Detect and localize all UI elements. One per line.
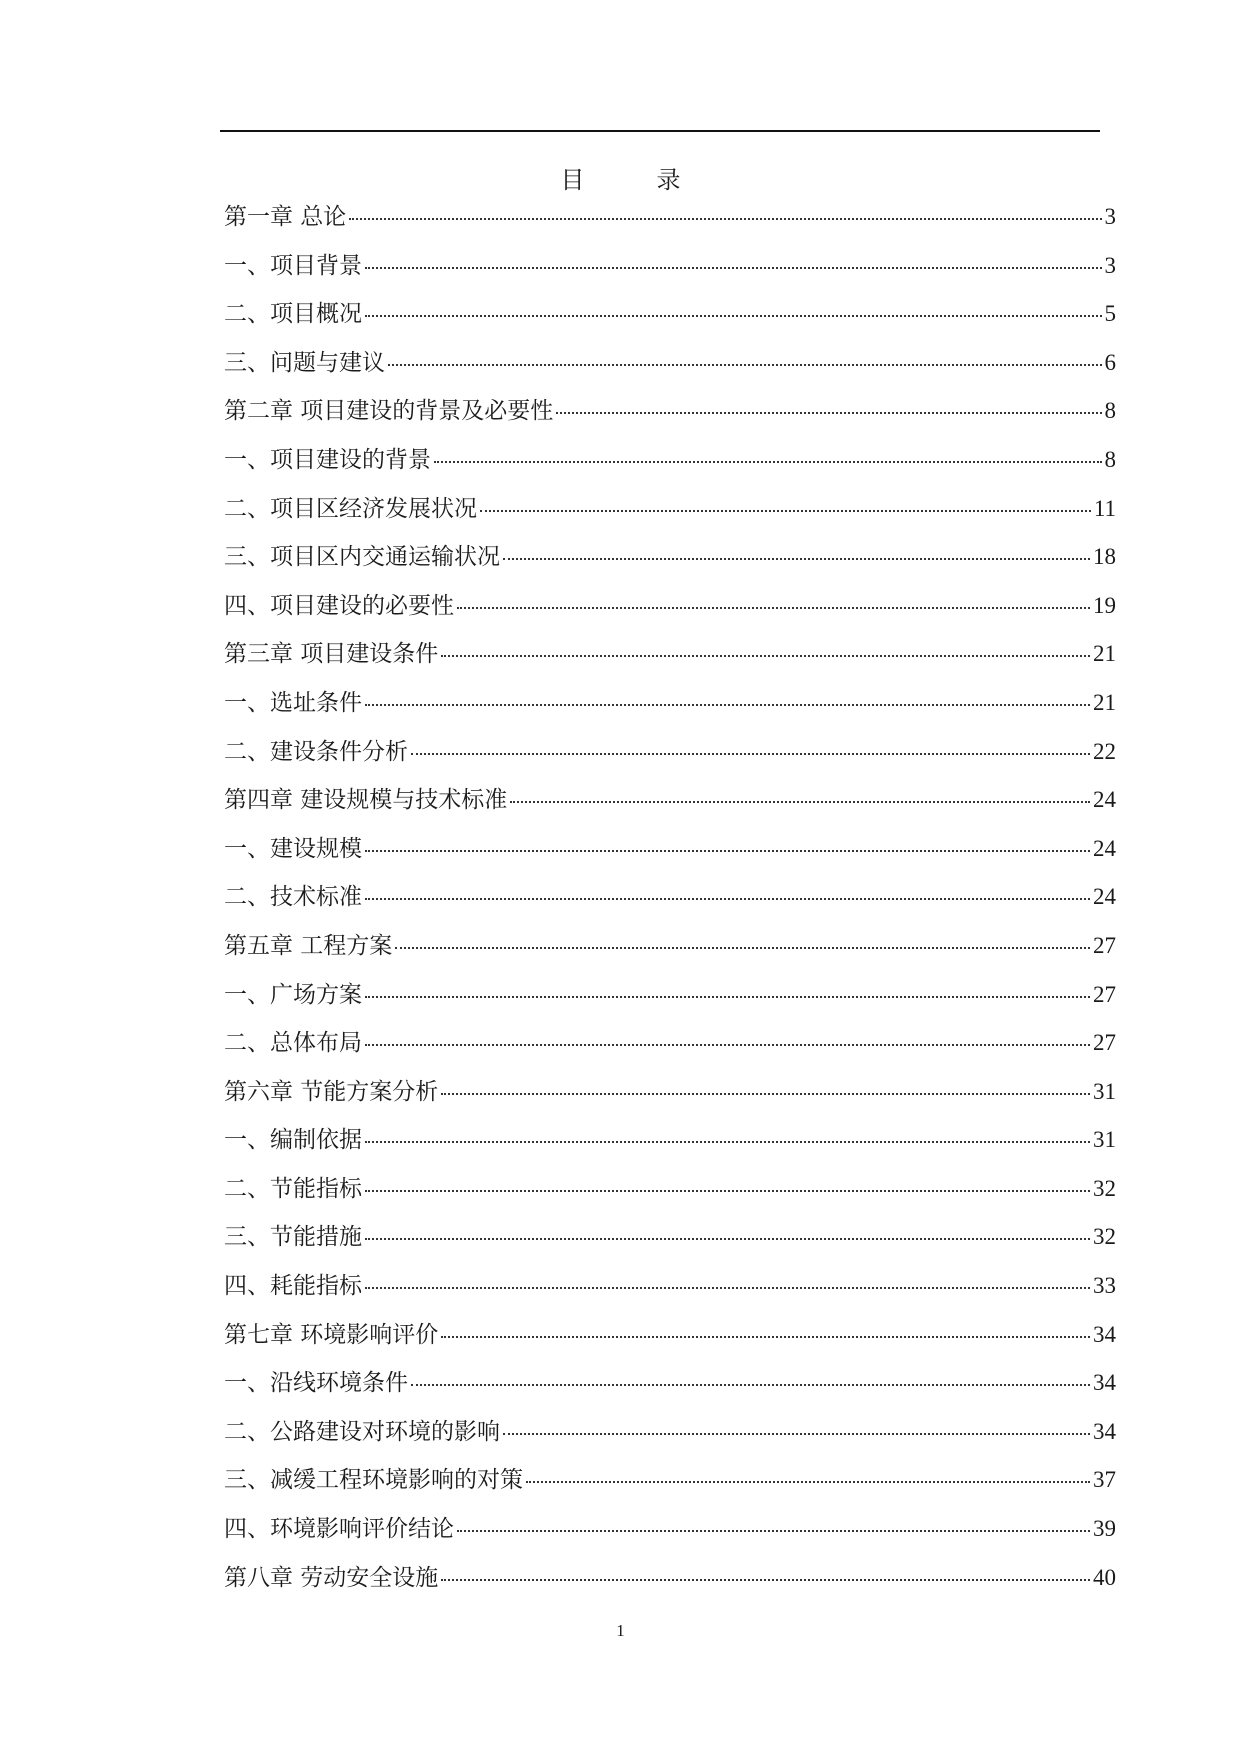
toc-entry-label: 一、建设规模 bbox=[224, 835, 362, 862]
toc-entry-page: 8 bbox=[1104, 446, 1116, 472]
toc-entry[interactable] bbox=[224, 975, 1116, 1024]
dot-leader bbox=[411, 1384, 1090, 1386]
toc-entry-label: 第八章 劳动安全设施 bbox=[224, 1564, 439, 1591]
dot-leader bbox=[441, 1579, 1090, 1581]
toc-entry[interactable] bbox=[224, 1072, 1116, 1121]
dot-leader bbox=[365, 898, 1090, 900]
toc-entry[interactable] bbox=[224, 683, 1116, 732]
toc-entry-page: 27 bbox=[1093, 932, 1116, 958]
toc-entry-label: 第二章 项目建设的背景及必要性 bbox=[224, 398, 554, 425]
toc-entry-page: 18 bbox=[1093, 544, 1116, 570]
toc-entry-label: 二、节能指标 bbox=[224, 1175, 362, 1202]
toc-entry-label: 一、项目建设的背景 bbox=[224, 446, 431, 473]
toc-entry-label: 一、广场方案 bbox=[224, 981, 362, 1008]
toc-entry-page: 24 bbox=[1093, 835, 1116, 861]
toc-entry[interactable] bbox=[224, 1120, 1116, 1169]
toc-entry-label: 二、建设条件分析 bbox=[224, 738, 408, 765]
toc-entry[interactable] bbox=[224, 1315, 1116, 1364]
toc-entry-page: 37 bbox=[1093, 1467, 1116, 1493]
dot-leader bbox=[503, 1433, 1090, 1435]
dot-leader bbox=[349, 218, 1101, 220]
toc-entry-label: 二、技术标准 bbox=[224, 884, 362, 911]
toc-entry-label: 第七章 环境影响评价 bbox=[224, 1321, 439, 1348]
toc-entry-page: 31 bbox=[1093, 1078, 1116, 1104]
dot-leader bbox=[510, 801, 1090, 803]
dot-leader bbox=[526, 1481, 1090, 1483]
dot-leader bbox=[365, 1044, 1090, 1046]
toc-entry-label: 一、沿线环境条件 bbox=[224, 1370, 408, 1397]
dot-leader bbox=[457, 607, 1090, 609]
toc-entry-label: 一、项目背景 bbox=[224, 252, 362, 279]
toc-entry-label: 第四章 建设规模与技术标准 bbox=[224, 787, 508, 814]
toc-entry-label: 第五章 工程方案 bbox=[224, 932, 393, 959]
toc-entry[interactable] bbox=[224, 1460, 1116, 1509]
toc-entry-label: 二、公路建设对环境的影响 bbox=[224, 1418, 500, 1445]
dot-leader bbox=[411, 753, 1090, 755]
toc-entry-page: 32 bbox=[1093, 1175, 1116, 1201]
toc-entry-page: 27 bbox=[1093, 1030, 1116, 1056]
toc-title: 目 录 bbox=[560, 166, 705, 194]
toc-entry-page: 6 bbox=[1104, 349, 1116, 375]
toc-entry[interactable] bbox=[224, 634, 1116, 683]
toc-entry[interactable] bbox=[224, 391, 1116, 440]
toc-entry-page: 8 bbox=[1104, 398, 1116, 424]
dot-leader bbox=[388, 364, 1102, 366]
dot-leader bbox=[395, 947, 1090, 949]
toc-entry-page: 34 bbox=[1093, 1321, 1116, 1347]
toc-entry-page: 5 bbox=[1104, 301, 1116, 327]
toc-entry-page: 22 bbox=[1093, 738, 1116, 764]
toc-entry-label: 四、环境影响评价结论 bbox=[224, 1516, 454, 1543]
toc-entry-label: 一、选址条件 bbox=[224, 689, 362, 716]
toc-entry-page: 24 bbox=[1093, 884, 1116, 910]
toc-entry[interactable] bbox=[224, 1558, 1116, 1607]
dot-leader bbox=[556, 412, 1101, 414]
toc-entry-label: 第一章 总论 bbox=[224, 204, 347, 230]
toc-entry-label: 三、节能措施 bbox=[224, 1224, 362, 1251]
toc-entry-page: 11 bbox=[1093, 495, 1116, 521]
toc-entry[interactable] bbox=[224, 1023, 1116, 1072]
dot-leader bbox=[365, 1238, 1090, 1240]
toc-entry-page: 24 bbox=[1093, 787, 1116, 813]
toc-entry-label: 四、项目建设的必要性 bbox=[224, 592, 454, 619]
dot-leader bbox=[434, 461, 1102, 463]
table-of-contents bbox=[224, 197, 1116, 1606]
toc-entry-label: 二、总体布局 bbox=[224, 1030, 362, 1057]
toc-entry[interactable] bbox=[224, 489, 1116, 538]
dot-leader bbox=[365, 850, 1090, 852]
toc-entry[interactable] bbox=[224, 1217, 1116, 1266]
dot-leader bbox=[365, 315, 1102, 317]
dot-leader bbox=[480, 510, 1091, 512]
toc-entry-page: 33 bbox=[1093, 1273, 1116, 1299]
toc-entry-label: 二、项目概况 bbox=[224, 301, 362, 328]
toc-entry-page: 34 bbox=[1093, 1370, 1116, 1396]
toc-entry-page: 21 bbox=[1093, 641, 1116, 667]
dot-leader bbox=[441, 1093, 1090, 1095]
toc-entry[interactable] bbox=[224, 732, 1116, 781]
dot-leader bbox=[503, 558, 1090, 560]
toc-entry[interactable] bbox=[224, 1169, 1116, 1218]
dot-leader bbox=[365, 1190, 1090, 1192]
toc-entry[interactable] bbox=[224, 537, 1116, 586]
toc-entry[interactable] bbox=[224, 877, 1116, 926]
dot-leader bbox=[365, 996, 1090, 998]
dot-leader bbox=[441, 1336, 1090, 1338]
toc-entry[interactable] bbox=[224, 586, 1116, 635]
toc-entry[interactable] bbox=[224, 1266, 1116, 1315]
toc-entry[interactable] bbox=[224, 829, 1116, 878]
toc-entry-page: 32 bbox=[1093, 1224, 1116, 1250]
toc-entry[interactable] bbox=[224, 926, 1116, 975]
toc-entry[interactable] bbox=[224, 343, 1116, 392]
toc-entry[interactable] bbox=[224, 780, 1116, 829]
toc-entry-page: 3 bbox=[1104, 252, 1116, 278]
toc-entry[interactable] bbox=[224, 1363, 1116, 1412]
toc-entry-label: 三、项目区内交通运输状况 bbox=[224, 544, 500, 571]
toc-entry-page: 21 bbox=[1093, 689, 1116, 715]
toc-entry-page: 31 bbox=[1093, 1127, 1116, 1153]
toc-entry-label: 四、耗能指标 bbox=[224, 1273, 362, 1300]
toc-entry[interactable] bbox=[224, 197, 1116, 246]
toc-entry-label: 三、减缓工程环境影响的对策 bbox=[224, 1467, 523, 1494]
toc-entry-page: 27 bbox=[1093, 981, 1116, 1007]
toc-entry[interactable] bbox=[224, 1509, 1116, 1558]
toc-entry[interactable] bbox=[224, 294, 1116, 343]
toc-entry[interactable] bbox=[224, 1412, 1116, 1461]
toc-entry-page: 39 bbox=[1093, 1516, 1116, 1542]
toc-entry-label: 一、编制依据 bbox=[224, 1127, 362, 1154]
toc-entry-label: 三、问题与建议 bbox=[224, 349, 385, 376]
toc-entry-label: 第六章 节能方案分析 bbox=[224, 1078, 439, 1105]
dot-leader bbox=[365, 1141, 1090, 1143]
toc-entry-page: 34 bbox=[1093, 1418, 1116, 1444]
toc-entry-label: 第三章 项目建设条件 bbox=[224, 641, 439, 668]
dot-leader bbox=[457, 1530, 1090, 1532]
dot-leader bbox=[365, 1287, 1090, 1289]
toc-entry[interactable] bbox=[224, 440, 1116, 489]
toc-entry[interactable] bbox=[224, 246, 1116, 295]
toc-entry-page: 3 bbox=[1104, 204, 1116, 229]
toc-entry-page: 40 bbox=[1093, 1564, 1116, 1590]
header-rule bbox=[220, 130, 1100, 132]
toc-entry-page: 19 bbox=[1093, 592, 1116, 618]
dot-leader bbox=[441, 655, 1090, 657]
dot-leader bbox=[365, 704, 1090, 706]
toc-entry-label: 二、项目区经济发展状况 bbox=[224, 495, 477, 522]
dot-leader bbox=[365, 267, 1102, 269]
page-number: 1 bbox=[616, 1621, 625, 1640]
